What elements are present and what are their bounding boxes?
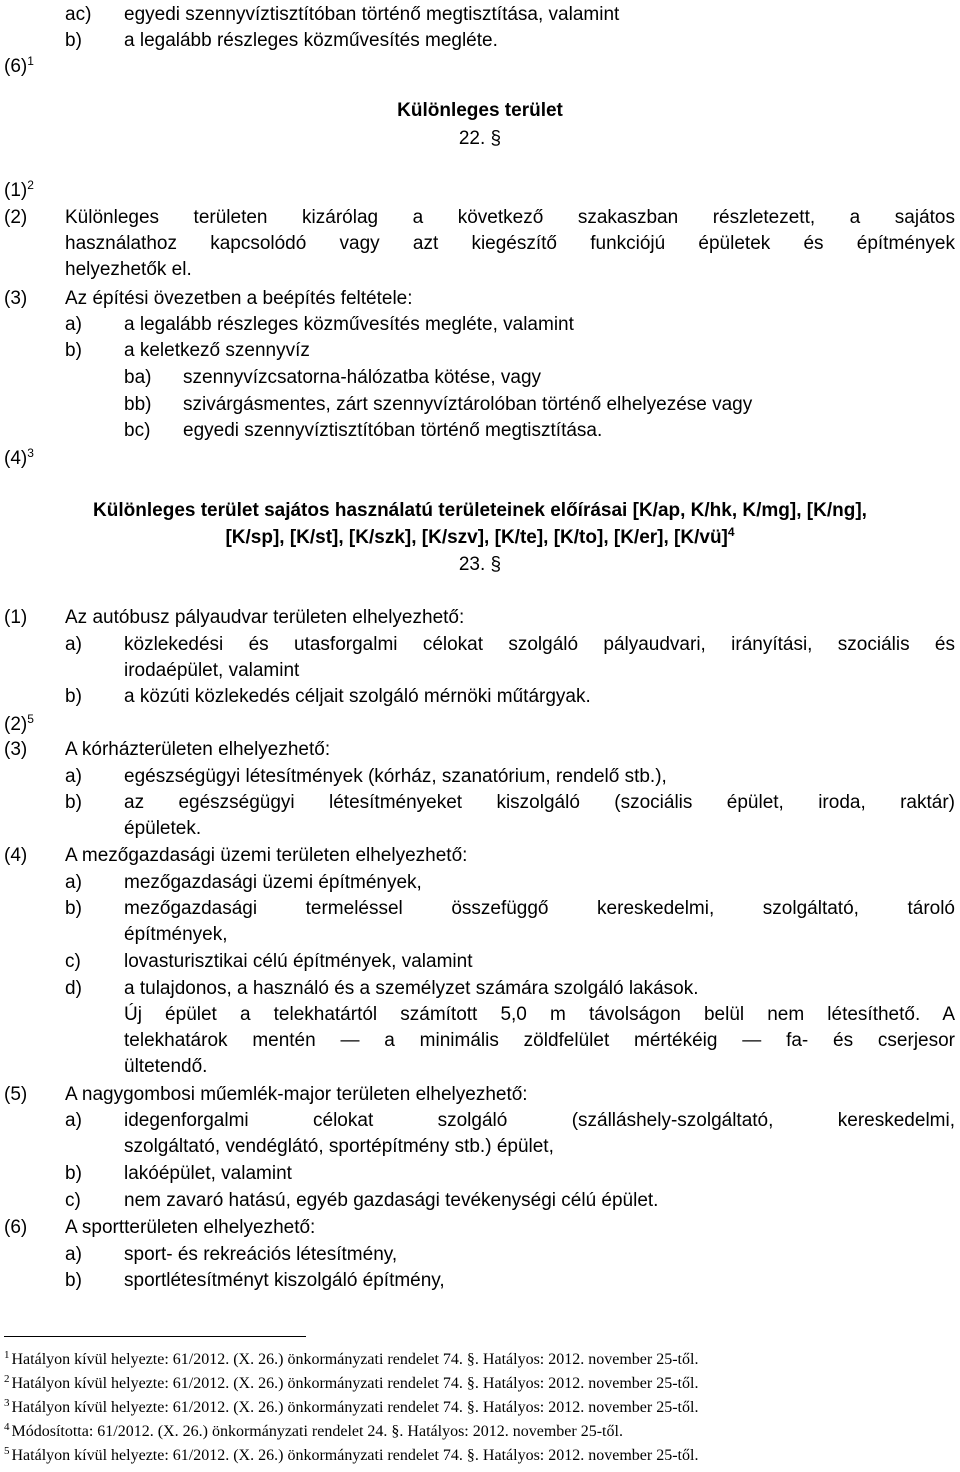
item-label: b)	[65, 1270, 82, 1291]
item-text: épületek.	[124, 818, 202, 839]
footnote-text: Hatályon kívül helyezte: 61/2012. (X. 26.) önkormányzati rendelet 74. §. Hatályos: 2012. november 25-től.	[11, 1375, 699, 1392]
subitem-text: egyedi szennyvíztisztítóban történő megtisztítása.	[183, 420, 603, 441]
footnote	[4, 1398, 698, 1418]
subitem-text: szennyvízcsatorna-hálózatba kötése, vagy	[183, 367, 542, 388]
footnote-number: 3	[4, 1397, 10, 1409]
item-text: a tulajdonos, a használó és a személyzet számára szolgáló lakások.	[124, 978, 699, 999]
paragraph-intro: Az autóbusz pályaudvar területen elhelyezhető:	[65, 607, 465, 628]
footnote-ref[interactable]: 5	[27, 712, 34, 726]
paragraph-label: (3)	[4, 288, 28, 309]
footnote-number: 5	[4, 1445, 10, 1457]
footnote	[4, 1350, 698, 1370]
item-text: építmények,	[124, 924, 228, 945]
item-text: irodaépület, valamint	[124, 660, 300, 681]
item-text: a közúti közlekedés céljait szolgáló mérnöki műtárgyak.	[124, 686, 591, 707]
item-text: a legalább részleges közművesítés megléte, valamint	[124, 314, 574, 335]
item-text: a keletkező szennyvíz	[124, 340, 310, 361]
subitem-label: ba)	[124, 367, 152, 388]
footnote-ref[interactable]: 3	[27, 446, 34, 460]
note-line: telekhatárok mentén — a minimális zöldfelület mértékéig — fa- és cserjesor	[124, 1030, 955, 1051]
paragraph-label: (2)	[4, 207, 28, 228]
item-label: a)	[65, 1244, 82, 1265]
footnote-ref[interactable]: 4	[727, 525, 735, 539]
paragraph-label: (1)	[4, 607, 28, 628]
item-text: egészségügyi létesítmények (kórház, szanatórium, rendelő stb.),	[124, 766, 667, 787]
item-label: a)	[65, 1110, 82, 1131]
item-label: c)	[65, 1190, 81, 1211]
paragraph-intro: A mezőgazdasági üzemi területen elhelyezhető:	[65, 845, 468, 866]
paragraph-intro: Az építési övezetben a beépítés feltétele:	[65, 288, 413, 309]
section-title: Különleges terület	[397, 100, 563, 121]
section-heading-line: Különleges terület sajátos használatú területeinek előírásai [K/ap, K/hk, K/mg], [K/ng],	[93, 500, 867, 521]
item-label: b)	[65, 30, 82, 51]
item-text: mezőgazdasági termeléssel összefüggő kereskedelmi, szolgáltató, tároló	[124, 898, 955, 919]
footnote-ref[interactable]: 1	[27, 54, 34, 68]
footnote-ref[interactable]: 2	[27, 178, 34, 192]
footnote-number: 2	[4, 1373, 10, 1385]
item-label: b)	[65, 1163, 82, 1184]
paragraph-label: $(1)^2$	[4, 178, 34, 201]
note-line: ültetendő.	[124, 1056, 208, 1077]
item-label: a)	[65, 872, 82, 893]
item-text: sport- és rekreációs létesítmény,	[124, 1244, 398, 1265]
item-text: a legalább részleges közművesítés megléte.	[124, 30, 498, 51]
item-label: b)	[65, 792, 82, 813]
item-text: szolgáltató, vendéglátó, sportépítmény stb.) épület,	[124, 1136, 554, 1157]
paragraph-label: (3)	[4, 739, 28, 760]
paragraph-label: $(4)^3$	[4, 446, 34, 469]
section-number: 22. §	[458, 128, 502, 149]
item-label: ac)	[65, 4, 92, 25]
section-heading-line: [K/sp], [K/st], [K/szk], [K/szv], [K/te], [K/to], [K/er], [K/vü]$^4$	[225, 525, 735, 548]
footnote-text: Hatályon kívül helyezte: 61/2012. (X. 26.) önkormányzati rendelet 74. §. Hatályos: 2012. november 25-től.	[11, 1399, 699, 1416]
paragraph-label: (5)	[4, 1084, 28, 1105]
item-label: c)	[65, 951, 81, 972]
paragraph-label: $(6)^1$	[4, 54, 34, 77]
item-label: a)	[65, 314, 82, 335]
item-text: lovasturisztikai célú építmények, valamint	[124, 951, 473, 972]
paragraph-line: Különleges területen kizárólag a következő szakaszban részletezett, a sajátos	[65, 207, 955, 228]
item-text: közlekedési és utasforgalmi célokat szolgáló pályaudvari, irányítási, szociális és	[124, 634, 955, 655]
footnote	[4, 1446, 698, 1466]
item-text: mezőgazdasági üzemi építmények,	[124, 872, 422, 893]
footnote-number: 4	[4, 1421, 10, 1433]
footnote-separator	[4, 1336, 306, 1337]
footnote-text: Hatályon kívül helyezte: 61/2012. (X. 26.) önkormányzati rendelet 74. §. Hatályos: 2012. november 25-től.	[11, 1351, 699, 1368]
footnote	[4, 1374, 698, 1394]
item-label: d)	[65, 978, 82, 999]
footnote-text: Módosította: 61/2012. (X. 26.) önkormányzati rendelet 24. §. Hatályos: 2012. november 25-től.	[11, 1423, 623, 1440]
footnote-text: Hatályon kívül helyezte: 61/2012. (X. 26.) önkormányzati rendelet 74. §. Hatályos: 2012. november 25-től.	[11, 1447, 699, 1464]
paragraph-label: (6)	[4, 1217, 28, 1238]
footnote	[4, 1422, 623, 1442]
item-text: egyedi szennyvíztisztítóban történő megtisztítása, valamint	[124, 4, 620, 25]
paragraph-line: használathoz kapcsolódó vagy azt kiegészítő funkciójú épületek és építmények	[65, 233, 955, 254]
item-label: b)	[65, 686, 82, 707]
item-label: a)	[65, 766, 82, 787]
paragraph-intro: A kórházterületen elhelyezhető:	[65, 739, 331, 760]
item-text: idegenforgalmi célokat szolgáló (szálláshely-szolgáltató, kereskedelmi,	[124, 1110, 955, 1131]
paragraph-line: helyezhetők el.	[65, 259, 192, 280]
subitem-label: bb)	[124, 394, 152, 415]
note-line: Új épület a telekhatártól számított 5,0 m távolságon belül nem létesíthető. A	[124, 1004, 955, 1025]
paragraph-label: $(2)^5$	[4, 712, 34, 735]
item-label: a)	[65, 634, 82, 655]
item-text: az egészségügyi létesítményeket kiszolgáló (szociális épület, iroda, raktár)	[124, 792, 955, 813]
item-text: nem zavaró hatású, egyéb gazdasági tevékenységi célú épület.	[124, 1190, 659, 1211]
footnote-number: 1	[4, 1349, 10, 1361]
item-text: sportlétesítményt kiszolgáló építmény,	[124, 1270, 445, 1291]
section-number: 23. §	[458, 554, 502, 575]
item-text: lakóépület, valamint	[124, 1163, 292, 1184]
paragraph-intro: A nagygombosi műemlék-major területen elhelyezhető:	[65, 1084, 528, 1105]
item-label: b)	[65, 340, 82, 361]
paragraph-intro: A sportterületen elhelyezhető:	[65, 1217, 316, 1238]
subitem-text: szivárgásmentes, zárt szennyvíztárolóban történő elhelyezése vagy	[183, 394, 753, 415]
subitem-label: bc)	[124, 420, 151, 441]
item-label: b)	[65, 898, 82, 919]
paragraph-label: (4)	[4, 845, 28, 866]
